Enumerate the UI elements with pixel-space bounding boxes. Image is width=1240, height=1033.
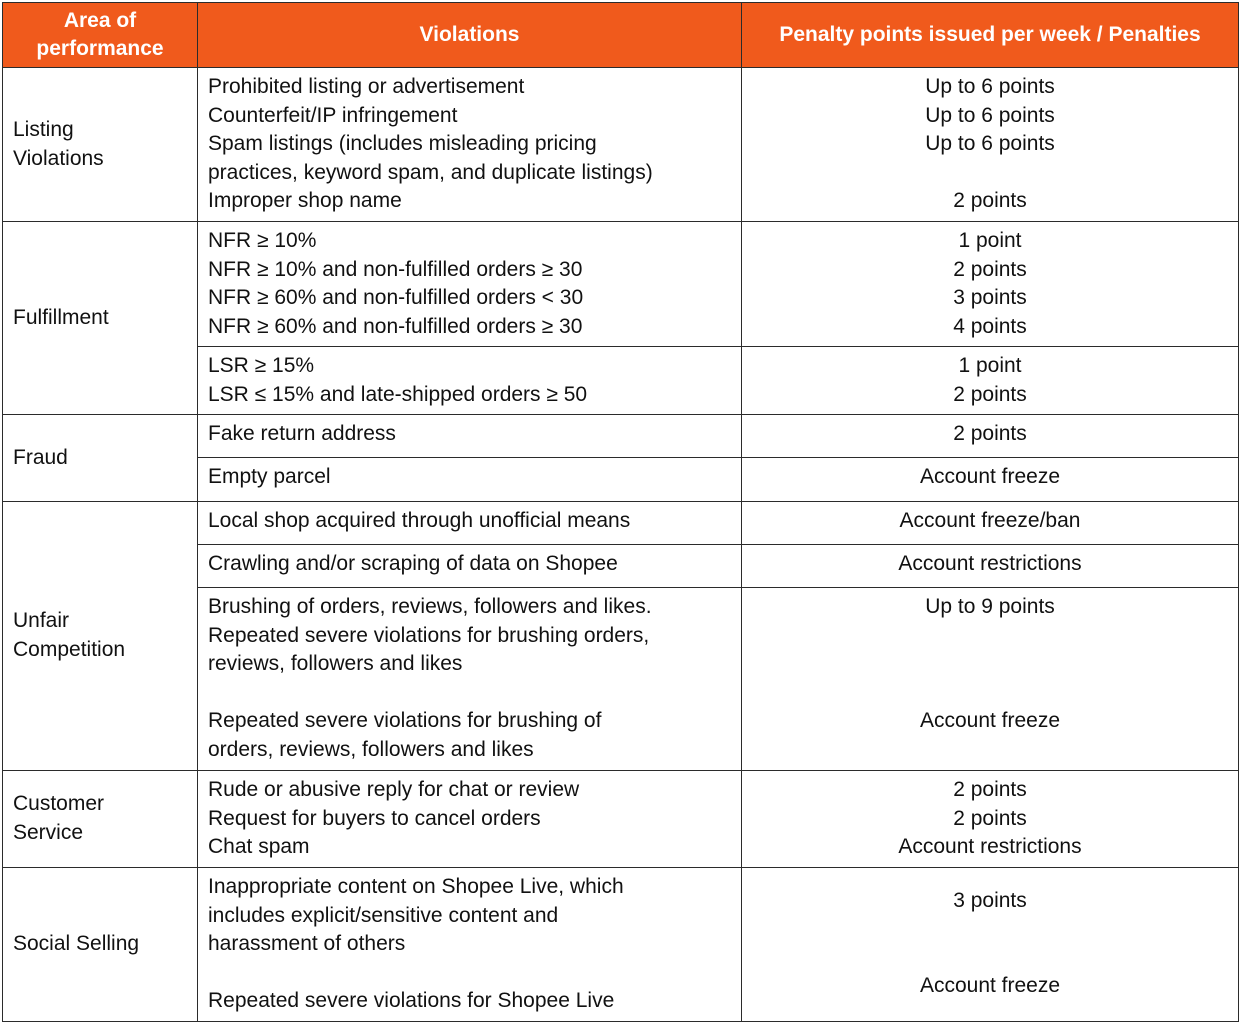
penalties-cell: 2 points bbox=[742, 415, 1239, 458]
penalties-cell: 1 point 2 points 3 points 4 points bbox=[742, 222, 1239, 347]
violations-cell: Rude or abusive reply for chat or review Request for buyers to cancel orders Chat spam bbox=[198, 771, 742, 868]
area-listing-violations: Listing Violations bbox=[3, 68, 198, 222]
table-row bbox=[3, 868, 1239, 1022]
penalty-table bbox=[2, 2, 1239, 1022]
table-row bbox=[3, 222, 1239, 347]
penalties-cell: Account freeze/ban bbox=[742, 502, 1239, 545]
area-customer-service: Customer Service bbox=[3, 771, 198, 868]
penalties-cell: Account freeze bbox=[742, 458, 1239, 502]
penalties-cell: Account restrictions bbox=[742, 545, 1239, 588]
violations-cell: Empty parcel bbox=[198, 458, 742, 502]
violations-cell: Crawling and/or scraping of data on Shopee bbox=[198, 545, 742, 588]
header-violations: Violations bbox=[198, 3, 742, 68]
violations-cell: LSR ≥ 15% LSR ≤ 15% and late-shipped orders ≥ 50 bbox=[198, 347, 742, 415]
area-fraud: Fraud bbox=[3, 415, 198, 502]
penalties-cell: Up to 9 points Account freeze bbox=[742, 588, 1239, 771]
violations-cell: Prohibited listing or advertisement Counterfeit/IP infringement Spam listings (includes misleading pricing practices, keyword spam, and duplicate listings) Improper shop name bbox=[198, 68, 742, 222]
penalties-cell: 3 points Account freeze bbox=[742, 868, 1239, 1022]
header-area: Area of performance bbox=[3, 3, 198, 68]
penalties-cell: Up to 6 points Up to 6 points Up to 6 points 2 points bbox=[742, 68, 1239, 222]
header-penalties: Penalty points issued per week / Penalties bbox=[742, 3, 1239, 68]
header-row bbox=[3, 3, 1239, 68]
violations-cell: NFR ≥ 10% NFR ≥ 10% and non-fulfilled orders ≥ 30 NFR ≥ 60% and non-fulfilled orders < 30 NFR ≥ 60% and non-fulfilled orders ≥ 30 bbox=[198, 222, 742, 347]
violations-cell: Fake return address bbox=[198, 415, 742, 458]
violations-cell: Brushing of orders, reviews, followers and likes. Repeated severe violations for brushing orders, reviews, followers and likes Repeated severe violations for brushing of orders, reviews, followers and likes bbox=[198, 588, 742, 771]
table-row bbox=[3, 502, 1239, 545]
violations-cell: Local shop acquired through unofficial means bbox=[198, 502, 742, 545]
table-row bbox=[3, 771, 1239, 868]
table-row bbox=[3, 68, 1239, 222]
penalties-cell: 2 points 2 points Account restrictions bbox=[742, 771, 1239, 868]
area-fulfillment: Fulfillment bbox=[3, 222, 198, 415]
penalties-cell: 1 point 2 points bbox=[742, 347, 1239, 415]
violations-cell: Inappropriate content on Shopee Live, which includes explicit/sensitive content and harassment of others Repeated severe violations for Shopee Live bbox=[198, 868, 742, 1022]
area-social-selling: Social Selling bbox=[3, 868, 198, 1022]
area-unfair-competition: Unfair Competition bbox=[3, 502, 198, 771]
table-row bbox=[3, 415, 1239, 458]
